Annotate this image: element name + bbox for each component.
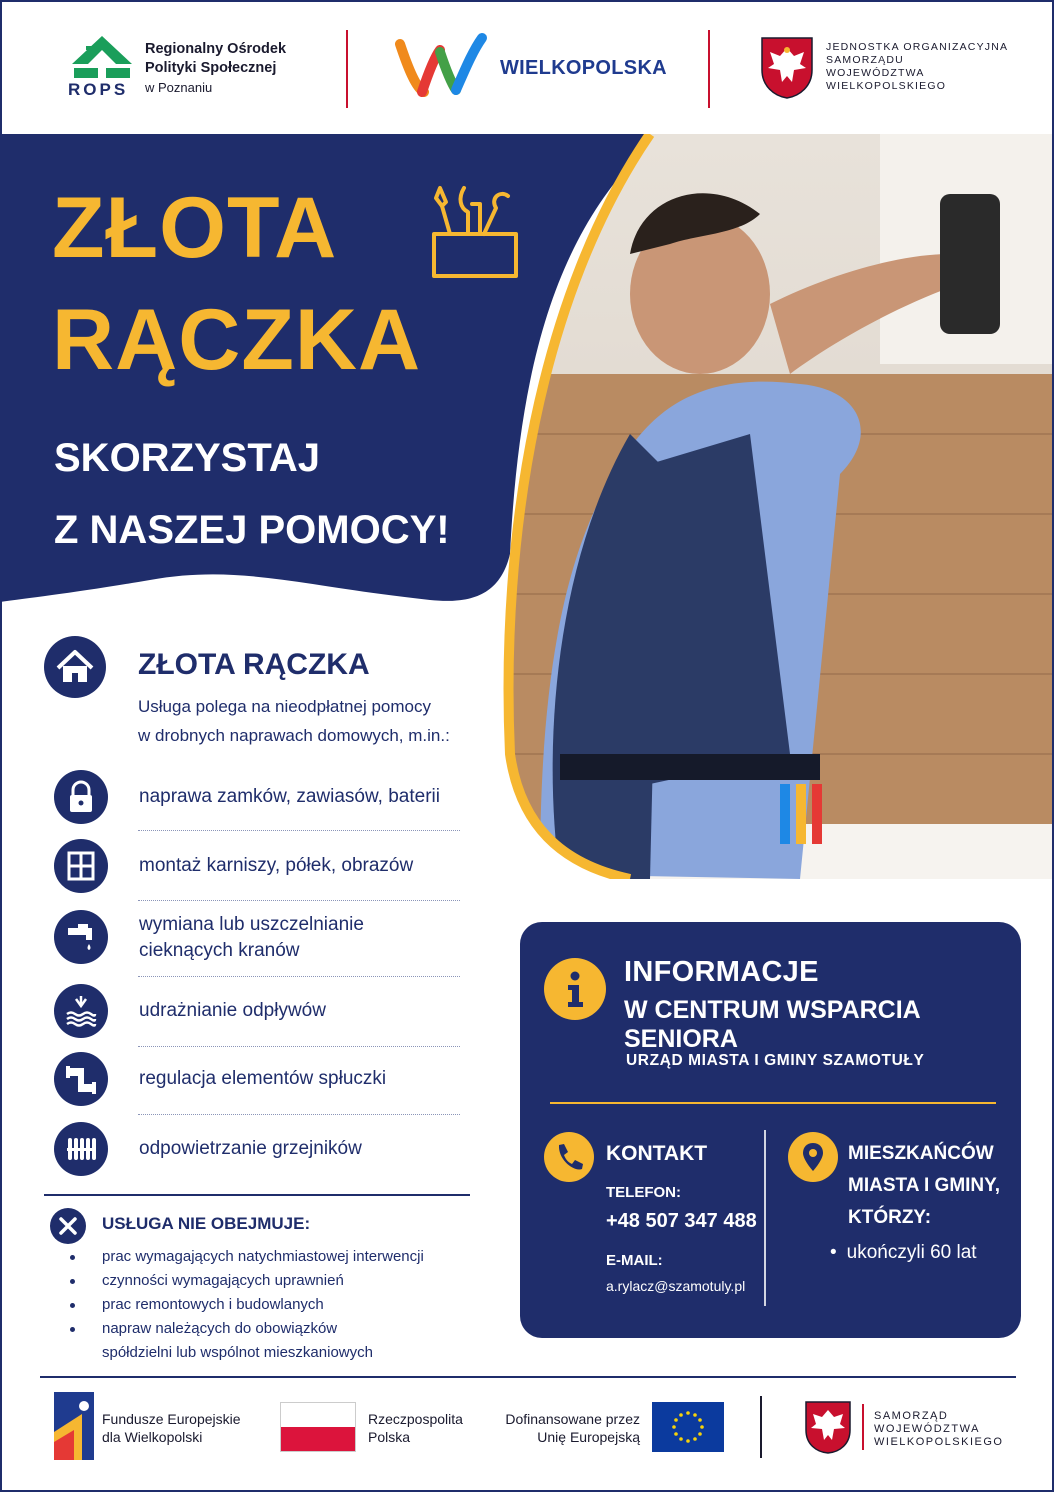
service-desc-line2: w drobnych naprawach domowych, m.in.: bbox=[138, 726, 450, 745]
footer-red-bar bbox=[862, 1404, 864, 1450]
service-item-text bbox=[139, 912, 469, 964]
dotted-divider bbox=[138, 900, 460, 901]
banner-subtitle-line1: SKORZYSTAJ bbox=[54, 436, 320, 480]
jednostka-line1: JEDNOSTKA ORGANIZACYJNA bbox=[826, 41, 1009, 53]
close-icon bbox=[50, 1208, 86, 1244]
dotted-divider bbox=[138, 830, 460, 831]
info-title-line1: INFORMACJE bbox=[624, 956, 819, 988]
poland-line2: Polska bbox=[368, 1429, 411, 1445]
poland-text bbox=[368, 1410, 463, 1446]
email-label: E-MAIL: bbox=[606, 1252, 663, 1269]
service-title: ZŁOTA RĄCZKA bbox=[138, 648, 370, 681]
exclusion-item-continued: spółdzielni lub wspólnot mieszkaniowych bbox=[102, 1344, 373, 1361]
toolbox-icon bbox=[428, 184, 522, 280]
exclusion-item: czynności wymagających uprawnień bbox=[70, 1269, 490, 1293]
padlock-icon bbox=[54, 770, 108, 824]
european-funds-icon bbox=[54, 1392, 94, 1460]
jednostka-text bbox=[826, 41, 1008, 93]
samorzad-line1: SAMORZĄD bbox=[874, 1410, 949, 1422]
drain-icon bbox=[54, 984, 108, 1038]
info-title-line2: W CENTRUM WSPARCIA SENIORA bbox=[624, 996, 920, 1053]
rops-abbr: ROPS bbox=[68, 80, 129, 99]
residents-line2: MIASTA I GMINY, bbox=[848, 1175, 1000, 1196]
service-item-line2: cieknących kranów bbox=[139, 940, 300, 961]
exclusions-title: USŁUGA NIE OBEJMUJE: bbox=[102, 1214, 311, 1233]
jednostka-line4: WIELKOPOLSKIEGO bbox=[826, 80, 947, 92]
service-item-text bbox=[139, 1066, 469, 1092]
wielkopolska-text: WIELKOPOLSKA bbox=[500, 57, 667, 79]
service-description bbox=[138, 692, 498, 750]
rops-name-line2: Polityki Społecznej bbox=[145, 60, 277, 76]
wielkopolska-w-icon bbox=[394, 28, 490, 98]
eagle-shield-icon bbox=[804, 1400, 852, 1454]
residents-condition: • ukończyli 60 lat bbox=[830, 1242, 977, 1264]
jednostka-line3: WOJEWÓDZTWA bbox=[826, 67, 925, 79]
phone-number[interactable]: +48 507 347 488 bbox=[606, 1210, 757, 1232]
samorzad-text bbox=[874, 1410, 1003, 1449]
dotted-divider bbox=[138, 976, 460, 977]
header-separator bbox=[708, 30, 710, 108]
exclusions-list bbox=[70, 1245, 490, 1365]
rops-name-line3: w Poznaniu bbox=[145, 80, 213, 95]
service-item-text bbox=[139, 853, 469, 879]
window-icon bbox=[54, 839, 108, 893]
house-icon bbox=[44, 636, 106, 698]
residents-line3: KTÓRZY: bbox=[848, 1207, 932, 1228]
email-address[interactable]: a.rylacz@szamotuly.pl bbox=[606, 1278, 746, 1294]
rops-mark-icon bbox=[68, 34, 136, 80]
service-desc-line1: Usługa polega na nieodpłatnej pomocy bbox=[138, 697, 431, 716]
poland-line1: Rzeczpospolita bbox=[368, 1411, 463, 1427]
header-logos bbox=[0, 0, 1054, 134]
handyman-illustration bbox=[500, 134, 1052, 879]
jednostka-logo bbox=[760, 36, 1030, 100]
eu-flag-icon bbox=[652, 1402, 724, 1452]
rops-name bbox=[145, 40, 286, 97]
pipe-icon bbox=[54, 1052, 108, 1106]
service-item-line1: udrażnianie odpływów bbox=[139, 1000, 326, 1021]
jednostka-line2: SAMORZĄDU bbox=[826, 54, 904, 66]
eagle-shield-icon bbox=[760, 36, 814, 100]
samorzad-line2: WOJEWÓDZTWA bbox=[874, 1423, 980, 1435]
rops-name-line1: Regionalny Ośrodek bbox=[145, 41, 287, 57]
service-item-text bbox=[139, 1136, 469, 1162]
header-separator bbox=[346, 30, 348, 108]
banner-subtitle-line2: Z NASZEJ POMOCY! bbox=[54, 508, 450, 552]
radiator-icon bbox=[54, 1122, 108, 1176]
eu-line1: Dofinansowane przez bbox=[505, 1411, 640, 1427]
phone-label: TELEFON: bbox=[606, 1184, 681, 1201]
footer-separator bbox=[760, 1396, 762, 1458]
info-organization: URZĄD MIASTA I GMINY SZAMOTUŁY bbox=[626, 1052, 925, 1069]
european-funds-line2: dla Wielkopolski bbox=[102, 1429, 203, 1445]
service-item-line1: odpowietrzanie grzejników bbox=[139, 1138, 362, 1159]
handyman-photo bbox=[500, 134, 1052, 879]
rops-logo bbox=[68, 34, 328, 104]
exclusion-item: napraw należących do obowiązków bbox=[70, 1317, 490, 1341]
faucet-icon bbox=[54, 910, 108, 964]
residents-heading bbox=[848, 1138, 1018, 1234]
european-funds-line1: Fundusze Europejskie bbox=[102, 1411, 241, 1427]
exclusion-item: prac wymagających natychmiastowej interwencji bbox=[70, 1245, 490, 1269]
info-icon bbox=[544, 958, 606, 1020]
eu-cofunded-text bbox=[482, 1410, 640, 1446]
residents-line1: MIESZKAŃCÓW bbox=[848, 1143, 994, 1164]
service-item-line1: naprawa zamków, zawiasów, baterii bbox=[139, 786, 440, 807]
wielkopolska-logo bbox=[394, 28, 674, 98]
phone-icon bbox=[544, 1132, 594, 1182]
location-pin-icon bbox=[788, 1132, 838, 1182]
dotted-divider bbox=[138, 1046, 460, 1047]
service-item-text bbox=[139, 784, 469, 810]
footer-divider bbox=[40, 1376, 1016, 1378]
exclusion-item: prac remontowych i budowlanych bbox=[70, 1293, 490, 1317]
info-box bbox=[520, 922, 1021, 1338]
section-divider bbox=[44, 1194, 470, 1196]
info-column-divider bbox=[764, 1130, 766, 1306]
contact-title: KONTAKT bbox=[606, 1142, 708, 1165]
info-divider bbox=[550, 1102, 996, 1104]
dotted-divider bbox=[138, 1114, 460, 1115]
samorzad-line3: WIELKOPOLSKIEGO bbox=[874, 1436, 1004, 1448]
poland-flag-icon bbox=[280, 1402, 356, 1452]
european-funds-text bbox=[102, 1410, 241, 1446]
service-item-line1: regulacja elementów spłuczki bbox=[139, 1068, 387, 1089]
service-item-line1: wymiana lub uszczelnianie bbox=[139, 914, 364, 935]
banner-title-line2: RĄCZKA bbox=[52, 292, 422, 388]
eu-line2: Unię Europejską bbox=[537, 1429, 640, 1445]
banner-title-line1: ZŁOTA bbox=[52, 180, 338, 276]
service-item-text bbox=[139, 998, 469, 1024]
service-item-line1: montaż karniszy, półek, obrazów bbox=[139, 855, 414, 876]
